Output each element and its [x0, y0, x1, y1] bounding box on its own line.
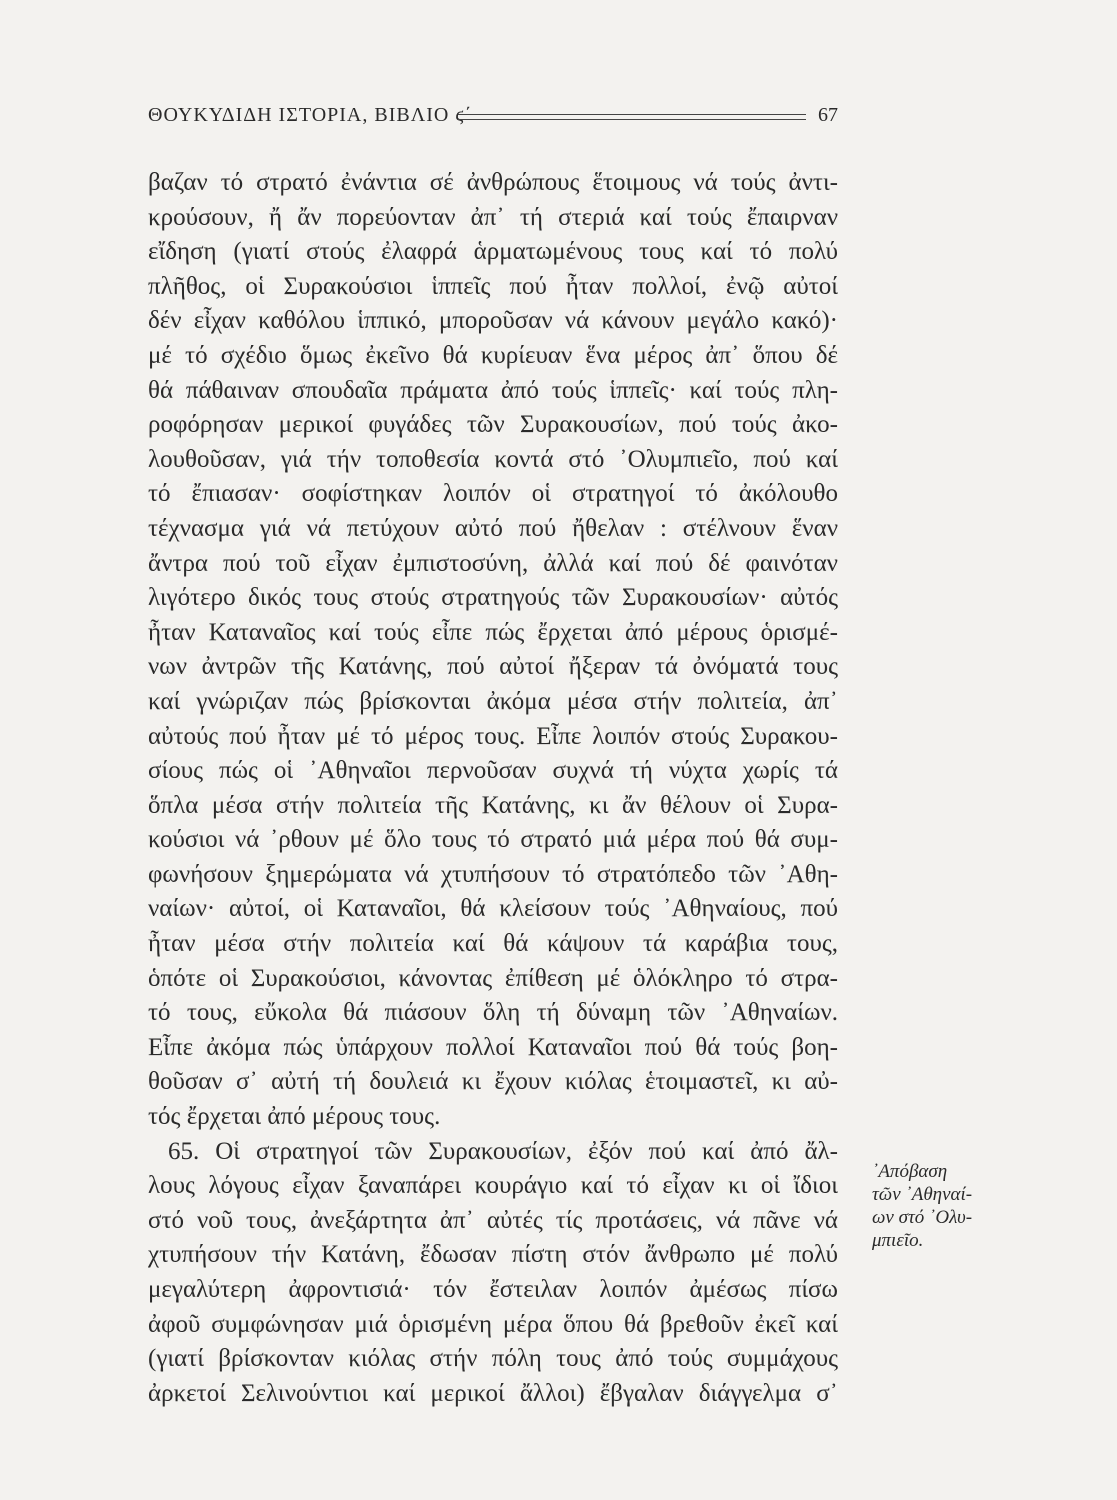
- text-line: (γιατί βρίσκονταν κιόλας στήν πόλη τους ἀπό τούς συμμάχους: [148, 1345, 838, 1373]
- text-line: ναίων· αὐτοί, οἱ Καταναῖοι, θά κλείσουν τούς ᾿Αθηναίους, πού: [148, 895, 838, 923]
- text-line: καί γνώριζαν πώς βρίσκονται ἀκόμα μέσα στήν πολιτεία, ἀπ᾽: [148, 687, 838, 715]
- text-line: λους λόγους εἶχαν ξαναπάρει κουράγιο καί τό εἶχαν κι οἱ ἴδιοι: [148, 1172, 838, 1200]
- text-line: ὁπότε οἱ Συρακούσιοι, κάνοντας ἐπίθεση μέ ὁλόκληρο τό στρα-: [148, 964, 838, 992]
- text-line: ἀρκετοί Σελινούντιοι καί μερικοί ἄλλοι) ἔβγαλαν διάγγελμα σ᾽: [148, 1379, 838, 1407]
- text-line: πλῆθος, οἱ Συρακούσιοι ἱππεῖς πού ἦταν πολλοί, ἐνῷ αὐτοί: [148, 272, 838, 300]
- text-line: ροφόρησαν μερικοί φυγάδες τῶν Συρακουσίων, πού τούς ἀκο-: [148, 411, 838, 439]
- text-line: κούσιοι νά ᾿ρθουν μέ ὅλο τους τό στρατό μιά μέρα πού θά συμ-: [148, 826, 838, 854]
- page-header: [148, 104, 838, 134]
- text-line: τό ἔπιασαν· σοφίστηκαν λοιπόν οἱ στρατηγοί τό ἀκόλουθο: [148, 480, 838, 508]
- text-line: τός ἔρχεται ἀπό μέρους τους.: [148, 1103, 441, 1131]
- header-rule-bottom: [458, 119, 806, 120]
- text-line: βαζαν τό στρατό ἐνάντια σέ ἀνθρώπους ἕτοιμους νά τούς ἀντι-: [148, 169, 838, 196]
- text-line: λιγότερο δικός τους στούς στρατηγούς τῶν Συρακουσίων· αὐτός: [148, 584, 838, 612]
- text-line: λουθοῦσαν, γιά τήν τοποθεσία κοντά στό ᾿Ολυμπιεῖο, πού καί: [148, 445, 838, 473]
- text-line: αὐτούς πού ἦταν μέ τό μέρος τους. Εἶπε λοιπόν στούς Συρακου-: [148, 722, 838, 750]
- page-number: 67: [818, 104, 838, 126]
- text-line: ὅπλα μέσα στήν πολιτεία τῆς Κατάνης, κι ἄν θέλουν οἱ Συρα-: [148, 791, 838, 819]
- text-line: ἄντρα πού τοῦ εἶχαν ἐμπιστοσύνη, ἀλλά καί πού δέ φαινόταν: [148, 549, 838, 577]
- text-line: φωνήσουν ξημερώματα νά χτυπήσουν τό στρατόπεδο τῶν ᾿Αθη-: [148, 860, 838, 888]
- margin-note-line: ᾿Απόβαση: [872, 1161, 948, 1182]
- text-line: τέχνασμα γιά νά πετύχουν αὐτό πού ἤθελαν : στέλνουν ἕναν: [148, 514, 838, 542]
- text-line: θοῦσαν σ᾽ αὐτή τή δουλειά κι ἔχουν κιόλας ἑτοιμαστεῖ, κι αὐ-: [148, 1068, 838, 1096]
- text-line: κρούσουν, ἤ ἄν πορεύονταν ἀπ᾽ τή στεριά καί τούς ἔπαιρναν: [148, 203, 838, 231]
- margin-note-line: τῶν ᾿Αθηναί-: [872, 1184, 973, 1205]
- running-title: ΘΟΥΚΥΔΙΔΗ ΙΣΤΟΡΙΑ, ΒΙΒΛΙΟ ϛ΄: [148, 104, 473, 126]
- header-rule-top: [458, 114, 806, 115]
- text-line: τό τους, εὔκολα θά πιάσουν ὅλη τή δύναμη τῶν ᾿Αθηναίων.: [148, 999, 838, 1027]
- text-line: στό νοῦ τους, ἀνεξάρτητα ἀπ᾽ αὐτές τίς προτάσεις, νά πᾶνε νά: [148, 1206, 838, 1234]
- text-line: νων ἀντρῶν τῆς Κατάνης, πού αὐτοί ἤξεραν τά ὀνόματά τους: [148, 653, 838, 681]
- text-line: ἦταν Καταναῖος καί τούς εἶπε πώς ἔρχεται ἀπό μέρους ὁρισμέ-: [148, 618, 838, 646]
- text-line: θά πάθαιναν σπουδαῖα πράματα ἀπό τούς ἱππεῖς· καί τούς πλη-: [148, 376, 838, 404]
- margin-note-line: ων στό ᾿Ολυ-: [872, 1207, 973, 1228]
- text-line: μεγαλύτερη ἀφροντισιά· τόν ἔστειλαν λοιπόν ἀμέσως πίσω: [148, 1276, 838, 1303]
- text-line: ἀφοῦ συμφώνησαν μιά ὁρισμένη μέρα ὅπου θά βρεθοῦν ἐκεῖ καί: [148, 1310, 838, 1338]
- text-line: χτυπήσουν τήν Κατάνη, ἔδωσαν πίστη στόν ἄνθρωπο μέ πολύ: [148, 1241, 838, 1269]
- text-line: ἦταν μέσα στήν πολιτεία καί θά κάψουν τά καράβια τους,: [148, 930, 838, 958]
- text-line: μέ τό σχέδιο ὅμως ἐκεῖνο θά κυρίευαν ἕνα μέρος ἀπ᾽ ὅπου δέ: [148, 341, 838, 369]
- text-line: σίους πώς οἱ ᾿Αθηναῖοι περνοῦσαν συχνά τή νύχτα χωρίς τά: [148, 757, 838, 785]
- text-line: δέν εἶχαν καθόλου ἱππικό, μποροῦσαν νά κάνουν μεγάλο κακό)·: [148, 307, 838, 335]
- margin-note-line: μπιεῖο.: [872, 1230, 924, 1251]
- chapter-65-first-line: 65. Οἱ στρατηγοί τῶν Συρακουσίων, ἐξόν πού καί ἀπό ἄλ-: [168, 1137, 838, 1165]
- body-text: [148, 166, 838, 1411]
- text-line: Εἶπε ἀκόμα πώς ὑπάρχουν πολλοί Καταναῖοι πού θά τούς βοη-: [148, 1033, 838, 1061]
- text-line: εἴδηση (γιατί στούς ἐλαφρά ἁρματωμένους τους καί τό πολύ: [148, 238, 838, 266]
- margin-note: [872, 1160, 1002, 1252]
